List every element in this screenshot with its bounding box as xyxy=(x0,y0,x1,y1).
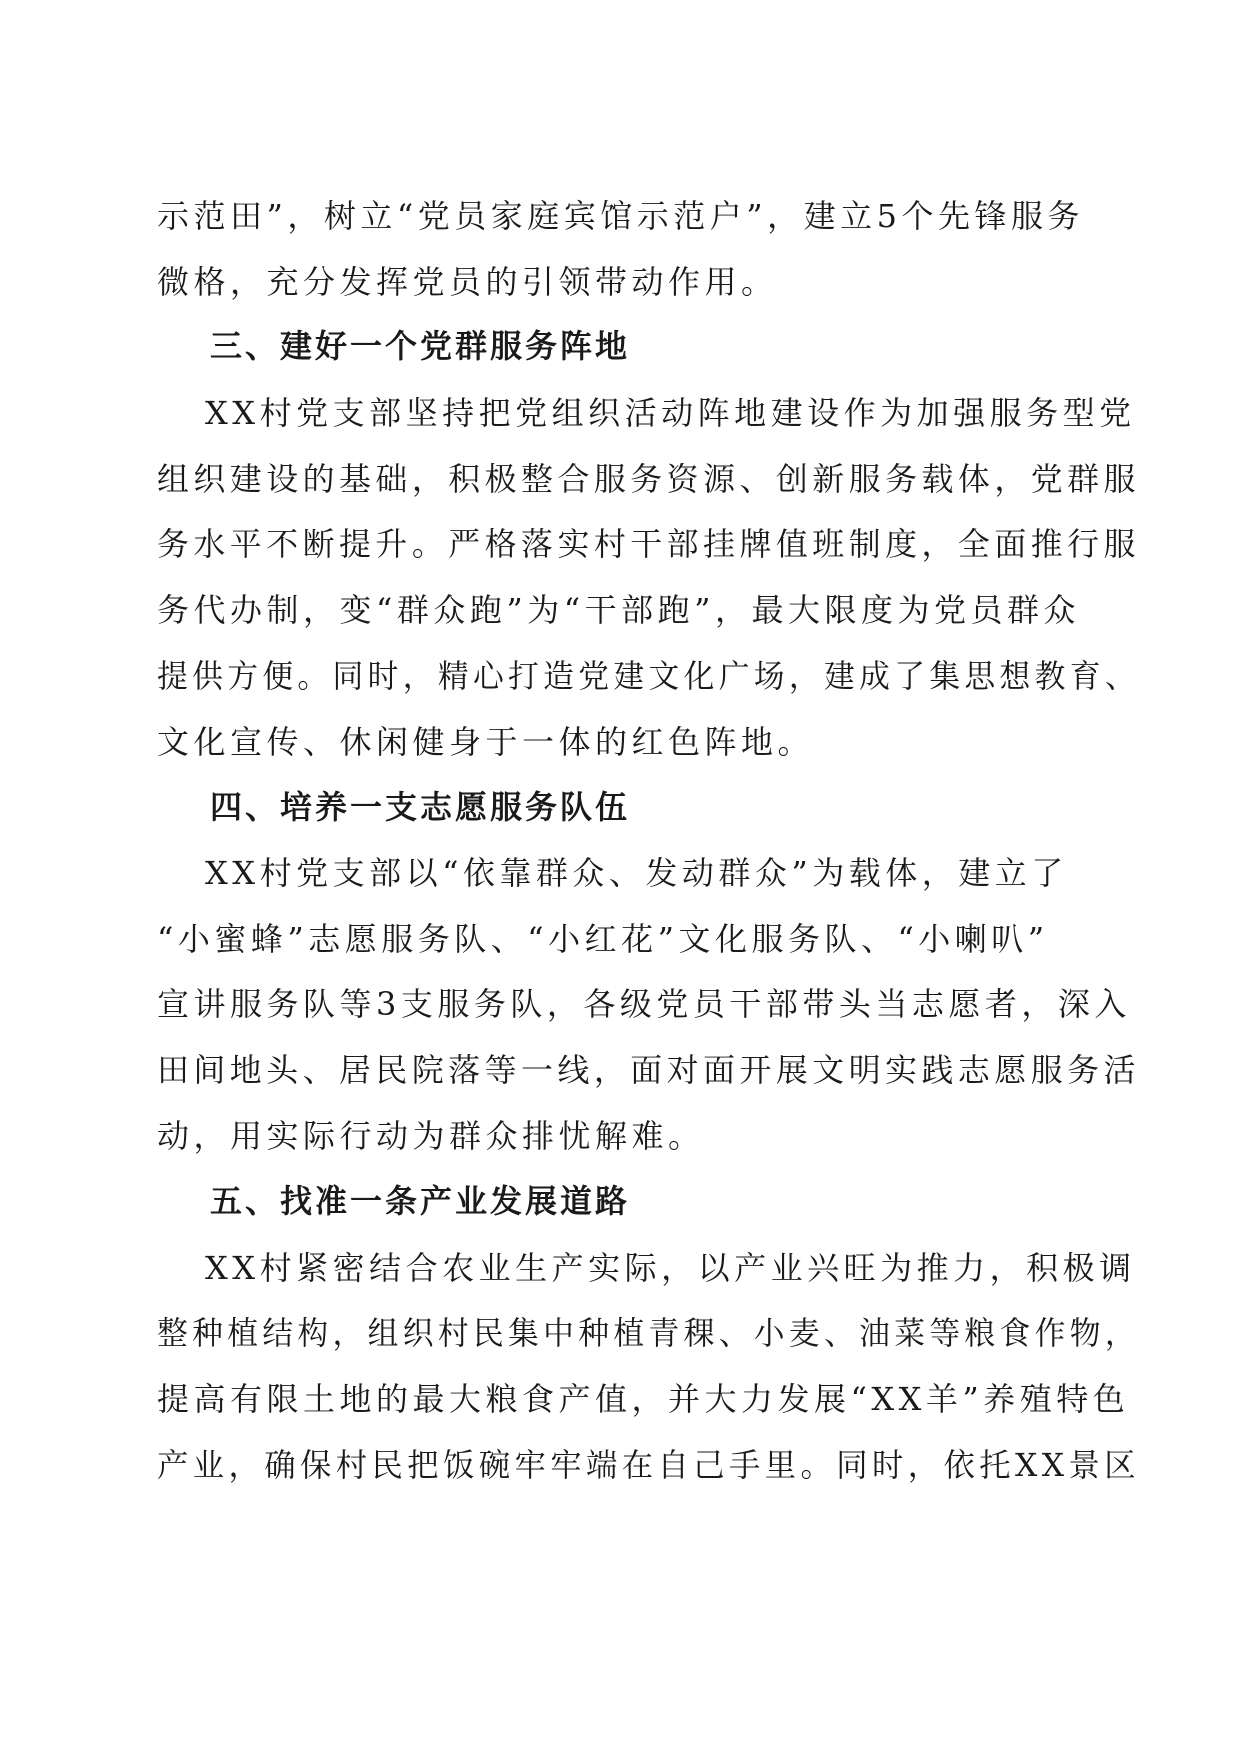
body-text-line: 整种植结构，组织村民集中种植青稞、小麦、油菜等粮食作物， xyxy=(157,1314,1140,1352)
body-text-line: XX村党支部坚持把党组织活动阵地建设作为加强服务型党 xyxy=(205,394,1136,432)
section-heading-5: 五、找准一条产业发展道路 xyxy=(210,1182,631,1220)
body-text-line: XX村紧密结合农业生产实际，以产业兴旺为推力，积极调 xyxy=(205,1249,1136,1287)
body-text-line: 田间地头、居民院落等一线，面对面开展文明实践志愿服务活 xyxy=(157,1051,1140,1089)
body-text-line: 文化宣传、休闲健身于一体的红色阵地。 xyxy=(157,723,815,761)
body-text-line: 产业，确保村民把饭碗牢牢端在自己手里。同时，依托XX景区 xyxy=(157,1446,1141,1484)
body-text-line: XX村党支部以“依靠群众、发动群众”为载体，建立了 xyxy=(205,854,1068,892)
section-heading-4: 四、培养一支志愿服务队伍 xyxy=(210,788,631,826)
body-text-line: 组织建设的基础，积极整合服务资源、创新服务载体，党群服 xyxy=(157,460,1140,498)
body-text-line: “小蜜蜂”志愿服务队、“小红花”文化服务队、“小喇叭” xyxy=(157,920,1049,958)
body-text-line: 提高有限土地的最大粮食产值，并大力发展“XX羊”养殖特色 xyxy=(157,1380,1130,1418)
body-text-line: 动，用实际行动为群众排忧解难。 xyxy=(157,1117,705,1155)
body-text-line: 示范田”，树立“党员家庭宾馆示范户”，建立5个先锋服务 xyxy=(157,197,1084,235)
body-text-line: 提供方便。同时，精心打造党建文化广场，建成了集思想教育、 xyxy=(157,657,1140,695)
body-text-line: 微格，充分发挥党员的引领带动作用。 xyxy=(157,263,778,301)
body-text-line: 务水平不断提升。严格落实村干部挂牌值班制度，全面推行服 xyxy=(157,525,1140,563)
body-text-line: 务代办制，变“群众跑”为“干部跑”，最大限度为党员群众 xyxy=(157,591,1080,629)
body-text-line: 宣讲服务队等3支服务队，各级党员干部带头当志愿者，深入 xyxy=(157,985,1131,1023)
section-heading-3: 三、建好一个党群服务阵地 xyxy=(210,327,631,365)
